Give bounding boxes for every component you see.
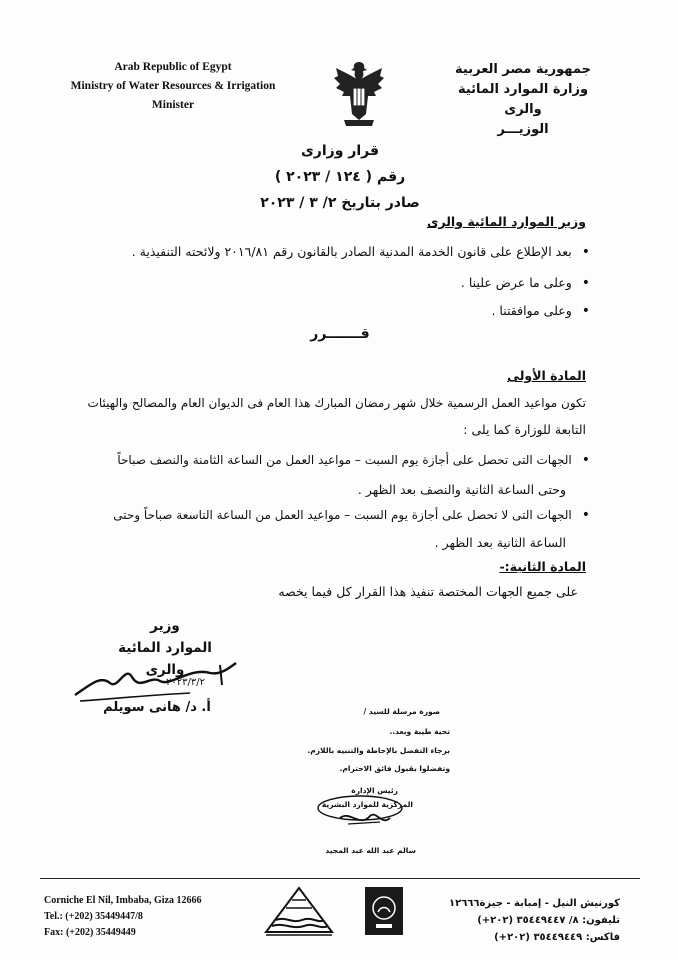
- article-2-title: المادة الثانية:-: [499, 559, 586, 574]
- footer-ar-address: كورنيش النيل - إمبابة - جيزة١٢٦٦٦: [448, 898, 620, 909]
- article-1-line-1: تكون مواعيد العمل الرسمية خلال شهر رمضان المبارك هذا العام فى الديوان العام والمصالح والهيئات: [87, 396, 586, 410]
- header-english: [58, 58, 288, 115]
- footer-arabic: [420, 895, 620, 946]
- dept-name: المركزية للموارد البشرية: [321, 800, 413, 809]
- copy-to: صورة مرسلة للسيد /: [363, 707, 440, 716]
- footer-ar-fax: فاكس: ٣٥٤٤٩٤٤٩ (٢٠٢+): [494, 932, 620, 943]
- footer-ar-tel: تليفون: ٨/ ٣٥٤٤٩٤٤٧ (٢٠٢+): [477, 915, 620, 926]
- footer-en-tel: Tel.: (+202) 35449447/8: [44, 911, 143, 922]
- article-1-title: المادة الأولى: [507, 368, 586, 383]
- decides-heading: قـــــــرر: [310, 326, 370, 342]
- article-2-text: على جميع الجهات المختصة تنفيذ هذا القرار كل فيما يخصه: [278, 584, 578, 599]
- article-1-item-1-cont: وحتى الساعة الثانية والنصف بعد الظهر .: [357, 482, 566, 497]
- minister-heading: وزير الموارد المائية والرى: [427, 214, 586, 229]
- article-1-item-1: • الجهات التى تحصل على أجازة يوم السبت – مواعيد العمل من الساعة الثامنة والنصف صباحاً: [117, 452, 590, 468]
- signature-title-2: الموارد المائية والرى: [118, 640, 212, 678]
- minister-name: أ. د/ هانى سويلم: [103, 700, 211, 715]
- decree-date: صادر بتاريخ ٢/ ٣ / ٢٠٢٣: [260, 195, 420, 211]
- signature-title-1: وزير: [150, 618, 180, 634]
- footer-en-address: Corniche El Nil, Imbaba, Giza 12666: [44, 895, 202, 906]
- decree-number: رقم ( ١٢٤ / ٢٠٢٣ ): [274, 169, 406, 185]
- ministry-pyramid-logo-icon: [262, 886, 336, 938]
- signature-handwritten-date: ٢٠٢٣/٣/٢: [166, 677, 205, 688]
- header-en-ministry: Ministry of Water Resources & Irrigation: [70, 80, 276, 92]
- footer-en-fax: Fax: (+202) 35449449: [44, 927, 136, 938]
- whereas-item-3: • وعلى موافقتنا .: [491, 303, 590, 319]
- copy-request: برجاء التفضل بالإحاطة والتنبيه باللازم.: [307, 746, 450, 755]
- ministry-square-logo-icon: [364, 886, 404, 936]
- whereas-item-1: • بعد الإطلاع على قانون الخدمة المدنية الصادر بالقانون رقم ٢٠١٦/٨١ ولائحته التنفيذية .: [132, 244, 590, 260]
- article-1-item-2-cont: الساعة الثانية بعد الظهر .: [434, 535, 566, 550]
- decree-block: [230, 138, 450, 216]
- header-ar-title: الوزيـــر: [497, 122, 549, 137]
- copy-greeting: تحية طيبة وبعد..: [389, 727, 450, 736]
- dept-signature-icon: [310, 788, 420, 848]
- article-1-item-2: • الجهات التى لا تحصل على أجازة يوم السبت – مواعيد العمل من الساعة التاسعة صباحاً وحتى: [113, 507, 590, 523]
- whereas-item-2: • وعلى ما عرض علينا .: [461, 275, 590, 291]
- header-ar-ministry: وزارة الموارد المائية والرى: [457, 82, 589, 117]
- dept-head-title: رئيس الإدارة: [351, 786, 398, 795]
- header-en-title: Minister: [151, 99, 195, 111]
- copy-regards: وتفضلوا بقبول فائق الاحترام.: [339, 764, 450, 773]
- header-arabic: [438, 60, 608, 140]
- footer-divider: [40, 878, 640, 879]
- article-1-line-2: التابعة للوزارة كما يلى :: [463, 422, 586, 437]
- header-ar-country: جمهورية مصر العربية: [455, 62, 591, 77]
- footer-english: [44, 893, 202, 941]
- egypt-eagle-emblem-icon: [330, 58, 388, 130]
- decree-title: قرار وزارى: [300, 143, 380, 159]
- header-en-country: Arab Republic of Egypt: [114, 61, 232, 73]
- dept-head-name: سالم عبد الله عبد المجيد: [325, 846, 416, 855]
